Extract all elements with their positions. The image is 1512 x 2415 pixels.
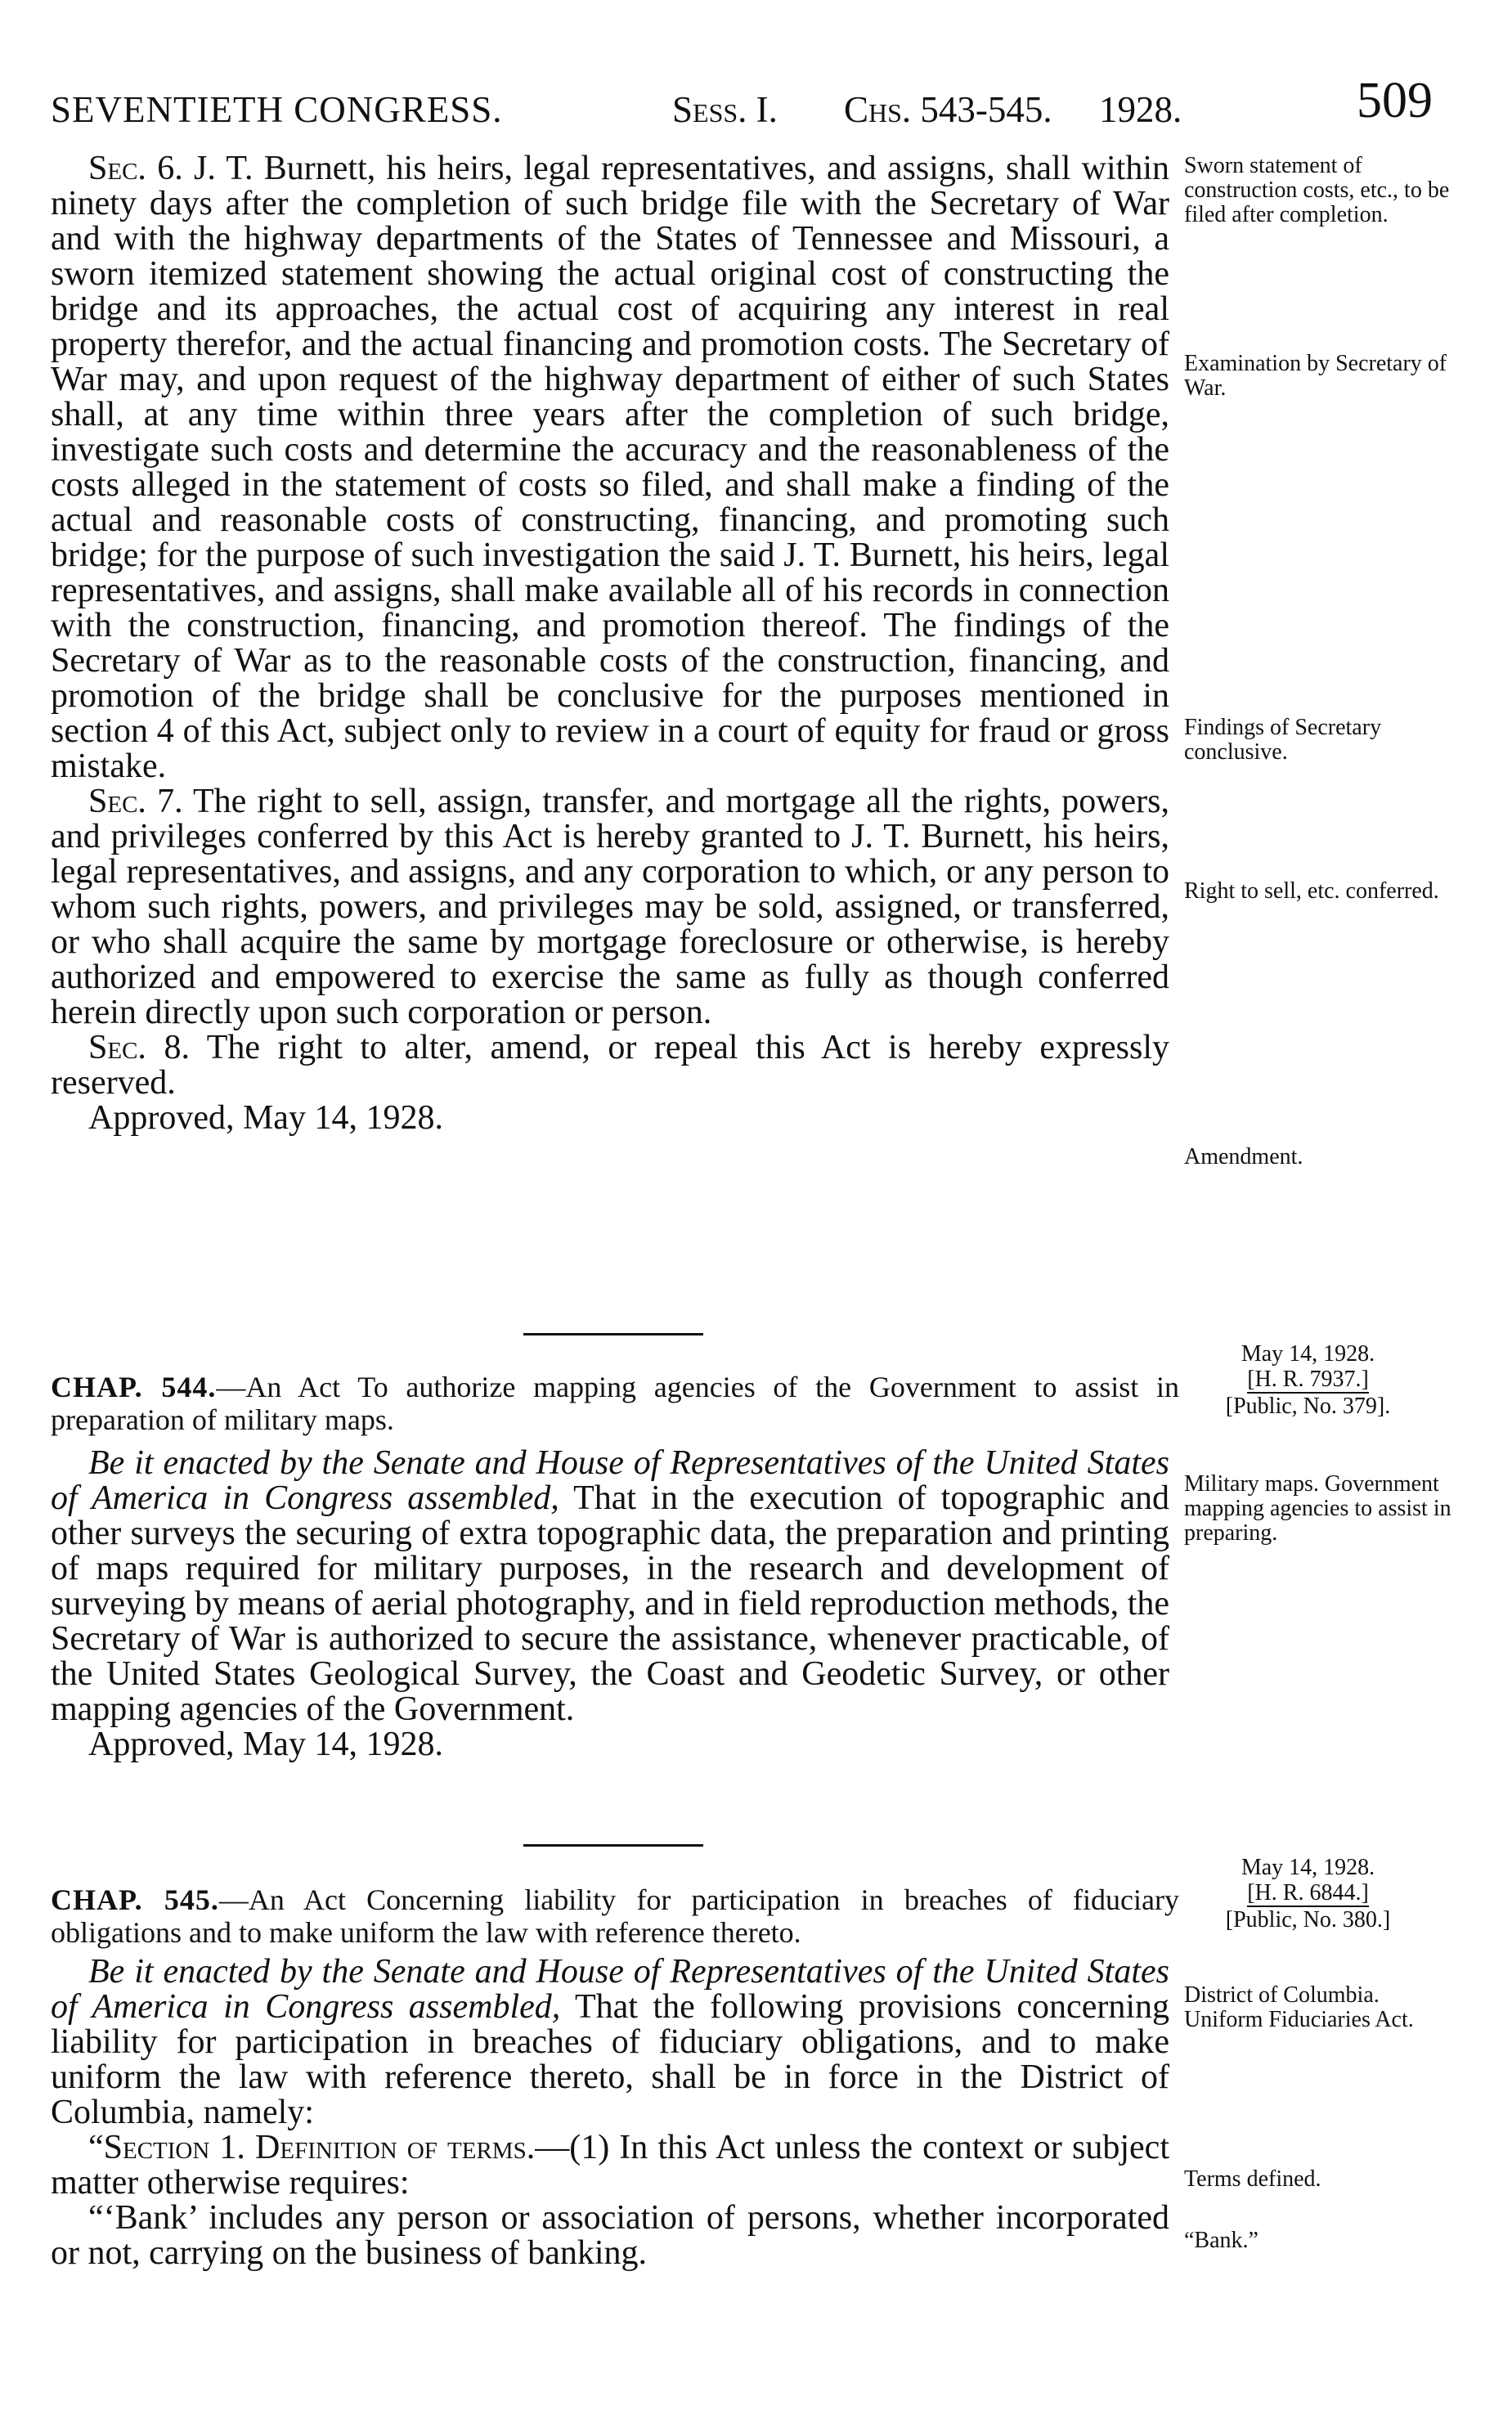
- running-header: [51, 72, 1433, 137]
- margin-note-examination: Examination by Secretary of War.: [1184, 351, 1447, 401]
- chapter-545-bank-definition: “‘Bank’ includes any person or association of persons, whether incorporated or not, carrying on the business of banking.: [51, 2199, 1169, 2272]
- chapter-545-text: That the following provisions concerning liability for participation in breaches of fiduciary obligations, and to make uniform the law with reference thereto, shall be in force in the District of Columbia, namely:: [51, 1988, 1169, 2131]
- margin-note-findings: Findings of Secretary conclusive.: [1184, 715, 1382, 765]
- chapter-544-label: CHAP. 544.: [51, 1371, 217, 1403]
- stamp-544: [1187, 1341, 1429, 1419]
- chapter-545-section-1: [51, 2130, 1169, 2201]
- separator-rule-544: [523, 1333, 703, 1335]
- chapter-545-label: CHAP. 545.: [51, 1883, 219, 1916]
- chapter-545-title: —An Act Concerning liability for participation in breaches of fiduciary obligations and to make uniform the law with reference thereto.: [51, 1883, 1179, 1949]
- section-8-label: Sec.: [88, 1029, 146, 1066]
- header-chapters: Chs. 543-545.: [844, 89, 1052, 130]
- stamp-544-bill: [H. R. 7937.]: [1247, 1367, 1369, 1392]
- chapter-544-text: That in the execution of topographic and other surveys the securing of extra topographic data, the preparation and printing of maps required for military purposes, in the research and development of surveying by means of aerial photography, and in field reproduction methods, the Secretary of War is authorized to secure the assistance, whenever practicable, of the United States Geological Survey, the Coast and Geodetic Survey, or other mapping agencies of the Government.: [51, 1479, 1170, 1728]
- chapter-545-heading: [51, 1883, 1179, 1949]
- section-6-text: 6. J. T. Burnett, his heirs, legal representatives, and assigns, shall within ninety days after the completion of such bridge file with the Secretary of War and with the highway departments of the States of Tennessee and Missouri, a sworn itemized statement showing the actual original cost of constructing the bridge and its approaches, the actual cost of acquiring any interest in real property therefor, and the actual financing and promotion costs. The Secretary of War may, and upon request of the highway department of either of such States shall, at any time within three years after the completion of such bridge, investigate such costs and determine the accuracy and the reasonableness of the costs alleged in the statement of costs so filed, and shall make a finding of the actual and reasonable costs of constructing, financing, and promoting such bridge; for the purpose of such investigation the said J. T. Burnett, his heirs, legal representatives, and assigns, shall make available all of his records in connection with the construction, financing, and promotion thereof. The findings of the Secretary of War as to the reasonable costs of the construction, financing, and promotion of the bridge shall be conclusive for the purposes mentioned in section 4 of this Act, subject only to review in a court of equity for fraud or gross mistake.: [51, 150, 1170, 785]
- section-7-text: 7. The right to sell, assign, transfer, and mortgage all the rights, powers, and privileges conferred by this Act is hereby granted to J. T. Burnett, his heirs, legal representatives, and assigns, and any corporation to which, or any person to whom such rights, powers, and privileges may be sold, assigned, or transferred, or who shall acquire the same by mortgage foreclosure or otherwise, is hereby authorized and empowered to exercise the same as fully as though conferred herein directly upon such corporation or person.: [51, 783, 1169, 1031]
- stamp-544-date: May 14, 1928.: [1241, 1341, 1375, 1367]
- page-number: 509: [1357, 73, 1433, 128]
- approved-544: Approved, May 14, 1928.: [88, 1726, 443, 1763]
- margin-note-district: District of Columbia. Uniform Fiduciaries Act.: [1184, 1982, 1414, 2032]
- section-7: [51, 784, 1169, 1030]
- chapter-544-title: —An Act To authorize mapping agencies of the Government to assist in preparation of military maps.: [51, 1371, 1179, 1436]
- margin-note-military-maps: Military maps. Government mapping agencies to assist in preparing.: [1184, 1471, 1451, 1546]
- chapter-545-body: [51, 1955, 1169, 2271]
- section-7-label: Sec.: [88, 783, 146, 820]
- stamp-545-bill: [H. R. 6844.]: [1247, 1880, 1369, 1906]
- stamp-545: [1187, 1855, 1429, 1932]
- margin-note-sworn-statement: Sworn statement of construction costs, etc., to be filed after completion.: [1184, 153, 1450, 227]
- header-congress: SEVENTIETH CONGRESS.: [51, 89, 503, 130]
- header-year: 1928.: [1099, 89, 1182, 130]
- margin-note-bank: “Bank.”: [1184, 2228, 1259, 2253]
- stamp-544-public: [Public, No. 379].: [1225, 1394, 1391, 1419]
- section-6-label: Sec.: [88, 150, 146, 187]
- margin-note-right-to-sell: Right to sell, etc. conferred.: [1184, 878, 1439, 904]
- stamp-545-date: May 14, 1928.: [1241, 1855, 1375, 1880]
- section-8-text: 8. The right to alter, amend, or repeal this Act is hereby expressly reserved.: [51, 1029, 1169, 1102]
- chapter-545-section-1-text: —(1) In this Act unless the context or subject matter otherwise requires:: [51, 2129, 1169, 2202]
- chapter-544-heading: [51, 1371, 1179, 1436]
- chapter-544-enactment: [51, 1446, 1169, 1727]
- header-session: Sess. I.: [672, 89, 778, 130]
- section-6: [51, 151, 1169, 784]
- margin-note-terms-defined: Terms defined.: [1184, 2166, 1321, 2192]
- chapter-543-sections: [51, 151, 1169, 1136]
- approved-543: Approved, May 14, 1928.: [88, 1099, 443, 1137]
- chapter-545-enacting-clause: Be it enacted by the Senate and House of Representatives of the United States of America in Congress assembled,: [51, 1953, 1169, 2026]
- margin-note-amendment: Amendment.: [1184, 1144, 1303, 1169]
- stamp-545-public: [Public, No. 380.]: [1225, 1907, 1391, 1932]
- chapter-545-enactment: [51, 1955, 1169, 2130]
- chapter-544-enacting-clause: Be it enacted by the Senate and House of Representatives of the United States of America in Congress assembled,: [51, 1444, 1169, 1517]
- chapter-545-section-1-heading: “Section 1. Definition of terms.: [88, 2129, 536, 2166]
- separator-rule-545: [523, 1844, 703, 1847]
- chapter-544-body: [51, 1446, 1169, 1762]
- section-8: [51, 1030, 1169, 1101]
